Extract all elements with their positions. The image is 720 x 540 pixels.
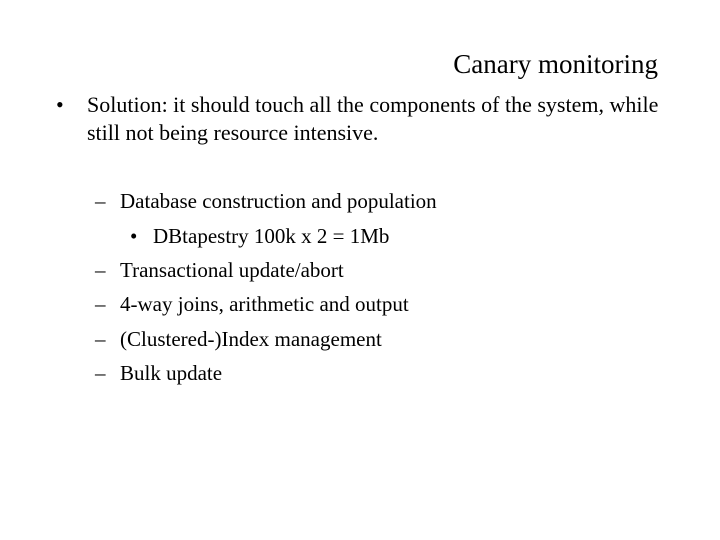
sub-point-text: Database construction and population	[120, 189, 437, 213]
main-point-text: Solution: it should touch all the components of the system, while still not being resource intensive.	[87, 92, 659, 145]
sub-point-text: 4-way joins, arithmetic and output	[120, 292, 409, 316]
slide-title: Canary monitoring	[453, 49, 658, 79]
bullet-icon: •	[56, 92, 64, 117]
dash-icon: –	[95, 189, 106, 213]
dash-icon: –	[95, 327, 106, 351]
sub-sub-point-text: DBtapestry 100k x 2 = 1Mb	[153, 224, 390, 248]
dash-icon: –	[95, 258, 106, 282]
sub-point-text: (Clustered-)Index management	[120, 327, 382, 351]
sub-point-text: Transactional update/abort	[120, 258, 344, 282]
sub-point-text: Bulk update	[120, 361, 223, 385]
bullet-icon: •	[130, 224, 138, 248]
dash-icon: –	[95, 361, 106, 385]
dash-icon: –	[95, 292, 106, 316]
